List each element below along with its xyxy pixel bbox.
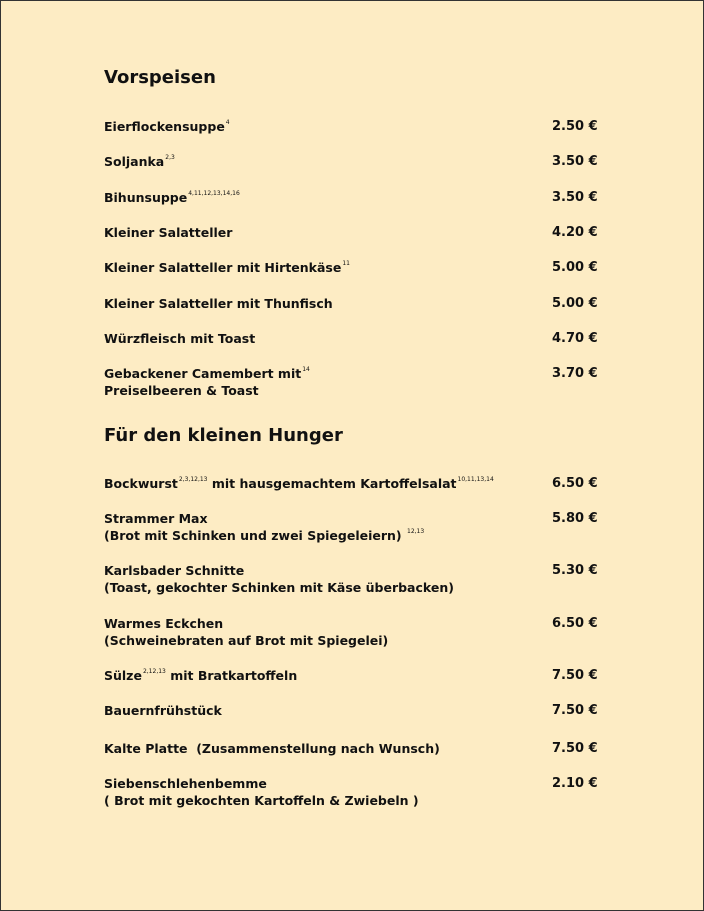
item-price: 2.50 € [552, 119, 598, 134]
item-price: 3.50 € [552, 190, 598, 205]
item-price: 3.50 € [552, 154, 598, 169]
item-description: (Toast, gekochter Schinken mit Käse überbacken) [104, 580, 454, 595]
menu-item [104, 475, 596, 492]
menu-item [104, 615, 596, 649]
allergen-codes: 14 [302, 366, 310, 373]
item-name: Kleiner Salatteller mit Hirtenkäse [104, 260, 342, 275]
allergen-codes: 10,11,13,14 [457, 476, 494, 483]
item-name: Gebackener Camembert mit [104, 366, 302, 381]
item-name: Warmes Eckchen [104, 616, 224, 631]
item-description: Preiselbeeren & Toast [104, 383, 259, 398]
item-name: Kleiner Salatteller mit Thunfisch [104, 296, 333, 311]
item-name: Soljanka [104, 154, 165, 169]
item-price: 5.80 € [552, 511, 598, 526]
item-name-continued: mit Bratkartoffeln [165, 668, 298, 683]
menu-item [104, 330, 596, 347]
menu-item [104, 667, 596, 684]
menu-item [104, 295, 596, 312]
item-name: Bihunsuppe [104, 190, 188, 205]
item-price: 5.00 € [552, 260, 598, 275]
item-name: Siebenschlehenbemme [104, 776, 267, 791]
allergen-codes: 4 [225, 119, 230, 126]
item-name: Bockwurst [104, 476, 178, 491]
menu-item [104, 224, 596, 241]
menu-item [104, 259, 596, 276]
item-price: 5.00 € [552, 296, 598, 311]
allergen-codes: 2,3,12,13 [178, 476, 208, 483]
item-price: 6.50 € [552, 616, 598, 631]
item-description: (Schweinebraten auf Brot mit Spiegelei) [104, 633, 389, 648]
item-price: 6.50 € [552, 476, 598, 491]
item-price: 7.50 € [552, 741, 598, 756]
menu-item [104, 702, 596, 719]
item-price: 3.70 € [552, 366, 598, 381]
menu-item [104, 510, 596, 544]
menu-item [104, 562, 596, 596]
menu-item [104, 153, 596, 170]
allergen-codes: 2,3 [165, 154, 175, 161]
item-name: Kalte Platte (Zusammenstellung nach Wunsch) [104, 741, 440, 756]
section-title-vorspeisen: Vorspeisen [104, 67, 216, 88]
item-description: (Brot mit Schinken und zwei Spiegeleiern) [104, 528, 402, 543]
section-title-kleiner-hunger: Für den kleinen Hunger [104, 425, 343, 446]
item-price: 7.50 € [552, 668, 598, 683]
item-price: 2.10 € [552, 776, 598, 791]
item-name: Karlsbader Schnitte [104, 563, 245, 578]
menu-item [104, 118, 596, 135]
allergen-codes: 2,12,13 [142, 668, 166, 675]
item-name: Bauernfrühstück [104, 703, 222, 718]
allergen-codes: 12,13 [407, 528, 425, 535]
allergen-codes: 11 [342, 260, 350, 267]
menu-item [104, 189, 596, 206]
item-price: 7.50 € [552, 703, 598, 718]
item-price: 4.20 € [552, 225, 598, 240]
item-price: 5.30 € [552, 563, 598, 578]
item-name: Würzfleisch mit Toast [104, 331, 256, 346]
item-price: 4.70 € [552, 331, 598, 346]
item-name: Kleiner Salatteller [104, 225, 233, 240]
item-description: ( Brot mit gekochten Kartoffeln & Zwiebeln ) [104, 793, 419, 808]
menu-item [104, 365, 596, 399]
item-name-continued: mit hausgemachtem Kartoffelsalat [207, 476, 457, 491]
item-name: Strammer Max [104, 511, 208, 526]
item-name: Eierflockensuppe [104, 119, 225, 134]
menu-item [104, 775, 596, 809]
menu-item [104, 740, 596, 757]
item-name: Sülze [104, 668, 142, 683]
allergen-codes: 4,11,12,13,14,16 [188, 190, 240, 197]
